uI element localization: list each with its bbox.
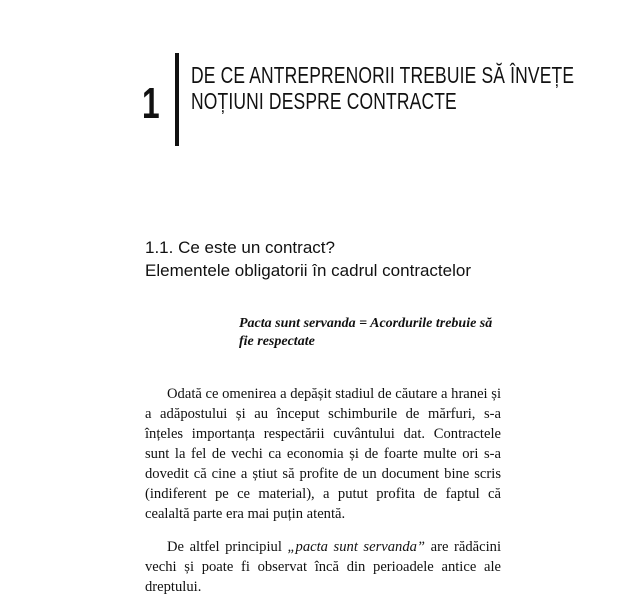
chapter-divider bbox=[175, 53, 179, 146]
section-heading bbox=[145, 236, 471, 282]
section-heading-line-1: 1.1. Ce este un contract? bbox=[145, 238, 335, 257]
section-heading-line-2: Elementele obligatorii în cadrul contractelor bbox=[145, 261, 472, 280]
body-paragraph-2 bbox=[145, 537, 501, 597]
chapter-title bbox=[191, 62, 574, 114]
paragraph-text: Odată ce omenirea a depășit stadiul de căutare a hranei și a adăpostului și au început schimburile de mărfuri, s-a înțeles importanța respectării cuvântului dat. Contractele sunt la fel de vechi ca economia și de foarte multe ori s-a dovedit că cine a știut să profite de un document bine scris (indiferent pe ce material), a putut profita de faptul că cealaltă parte era mai puțin atentă. bbox=[145, 386, 501, 522]
paragraph-text-start: De altfel principiul bbox=[167, 539, 288, 555]
paragraph-text-end: are rădăcini vechi și poate fi observat încă din perioadele antice ale dreptului. bbox=[145, 539, 502, 595]
chapter-number: 1 bbox=[142, 79, 160, 128]
chapter-title-line-1: DE CE ANTREPRENORII TREBUIE SĂ ÎNVEȚE bbox=[191, 62, 575, 88]
latin-quote: „pacta sunt servanda” bbox=[287, 539, 426, 555]
paragraph-text bbox=[145, 537, 501, 597]
body-paragraph-1 bbox=[145, 384, 501, 524]
epigraph: Pacta sunt servanda = Acordurile trebuie să fie respectate bbox=[239, 316, 493, 349]
chapter-title-line-2: NOȚIUNI DESPRE CONTRACTE bbox=[191, 88, 457, 114]
